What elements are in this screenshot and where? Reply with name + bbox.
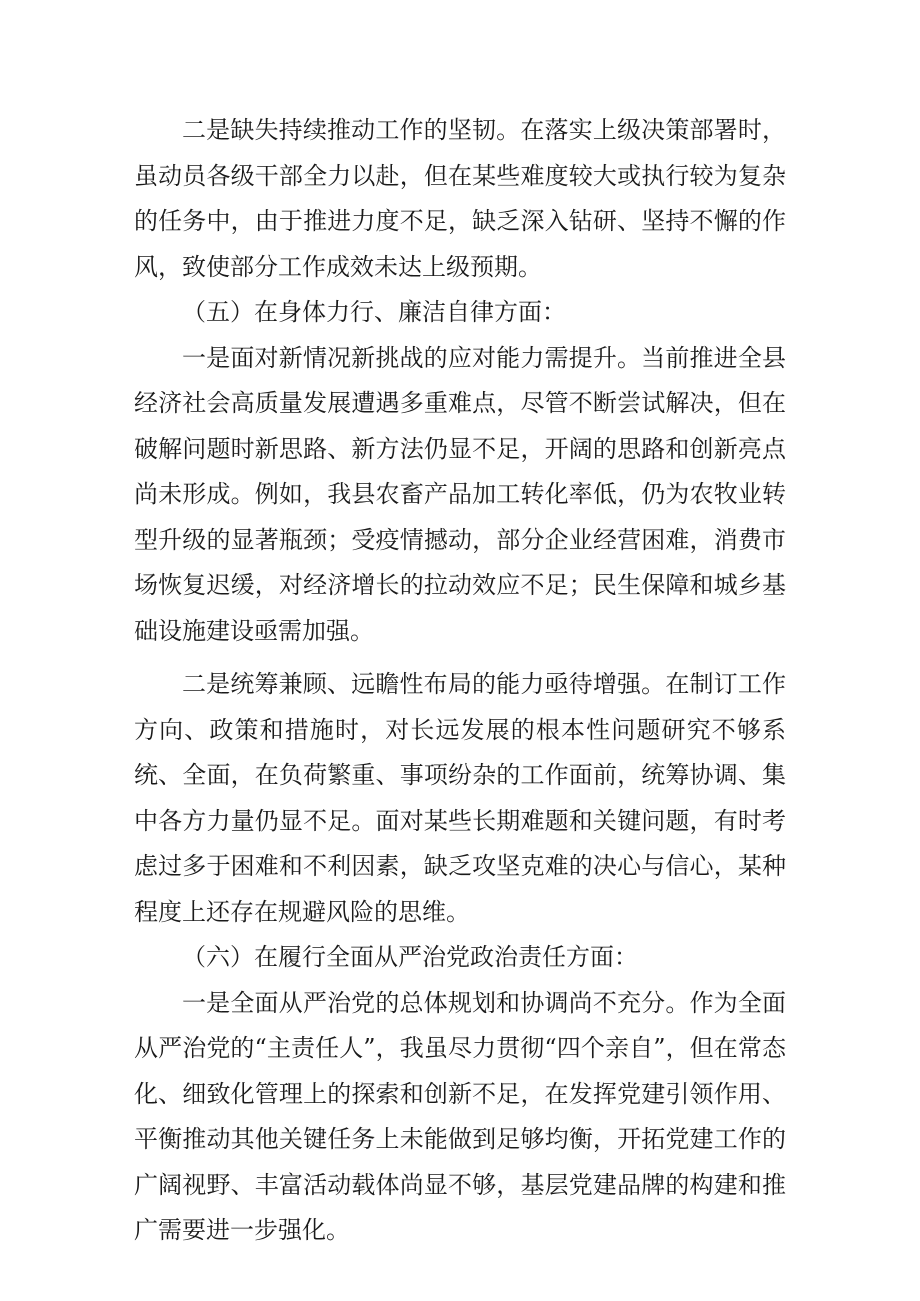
section-heading-five: （五）在身体力行、廉洁自律方面： (182, 298, 566, 326)
paragraph-new-challenges: 一是面对新情况新挑战的应对能力需提升。当前推进全县经济社会高质量发展遭遇多重难点，尽管不断尝试解决，但在破解问题时新思路、新方法仍显不足，开阔的思路和创新亮点尚未形成。例如，我县农畜产品加工转化率低，仍为农牧业转型升级的显著瓶颈；受疫情撼动，部分企业经营困难，消费市场恢复迟缓，对经济增长的拉动效应不足；民生保障和城乡基础设施建设亟需加强。 (134, 343, 786, 645)
document-body (134, 108, 786, 1254)
paragraph-overall-planning: 二是统筹兼顾、远瞻性布局的能力亟待增强。在制订工作方向、政策和措施时，对长远发展的根本性问题研究不够系统、全面，在负荷繁重、事项纷杂的工作面前，统筹协调、集中各方力量仍显不足。面对某些长期难题和关键问题，有时考虑过多于困难和不利因素，缺乏攻坚克难的决心与信心，某种程度上还存在规避风险的思维。 (134, 670, 786, 926)
section-heading-six: （六）在履行全面从严治党政治责任方面： (182, 943, 638, 971)
paragraph-persistence: 二是缺失持续推动工作的坚韧。在落实上级决策部署时，虽动员各级干部全力以赴，但在某些难度较大或执行较为复杂的任务中，由于推进力度不足，缺乏深入钻研、坚持不懈的作风，致使部分工作成效未达上级预期。 (134, 116, 786, 281)
paragraph-party-governance: 一是全面从严治党的总体规划和协调尚不充分。作为全面从严治党的“主责任人”，我虽尽力贯彻“四个亲自”，但在常态化、细致化管理上的探索和创新不足，在发挥党建引领作用、平衡推动其他关键任务上未能做到足够均衡，开拓党建工作的广阔视野、丰富活动载体尚显不够，基层党建品牌的构建和推广需要进一步强化。 (134, 988, 786, 1244)
